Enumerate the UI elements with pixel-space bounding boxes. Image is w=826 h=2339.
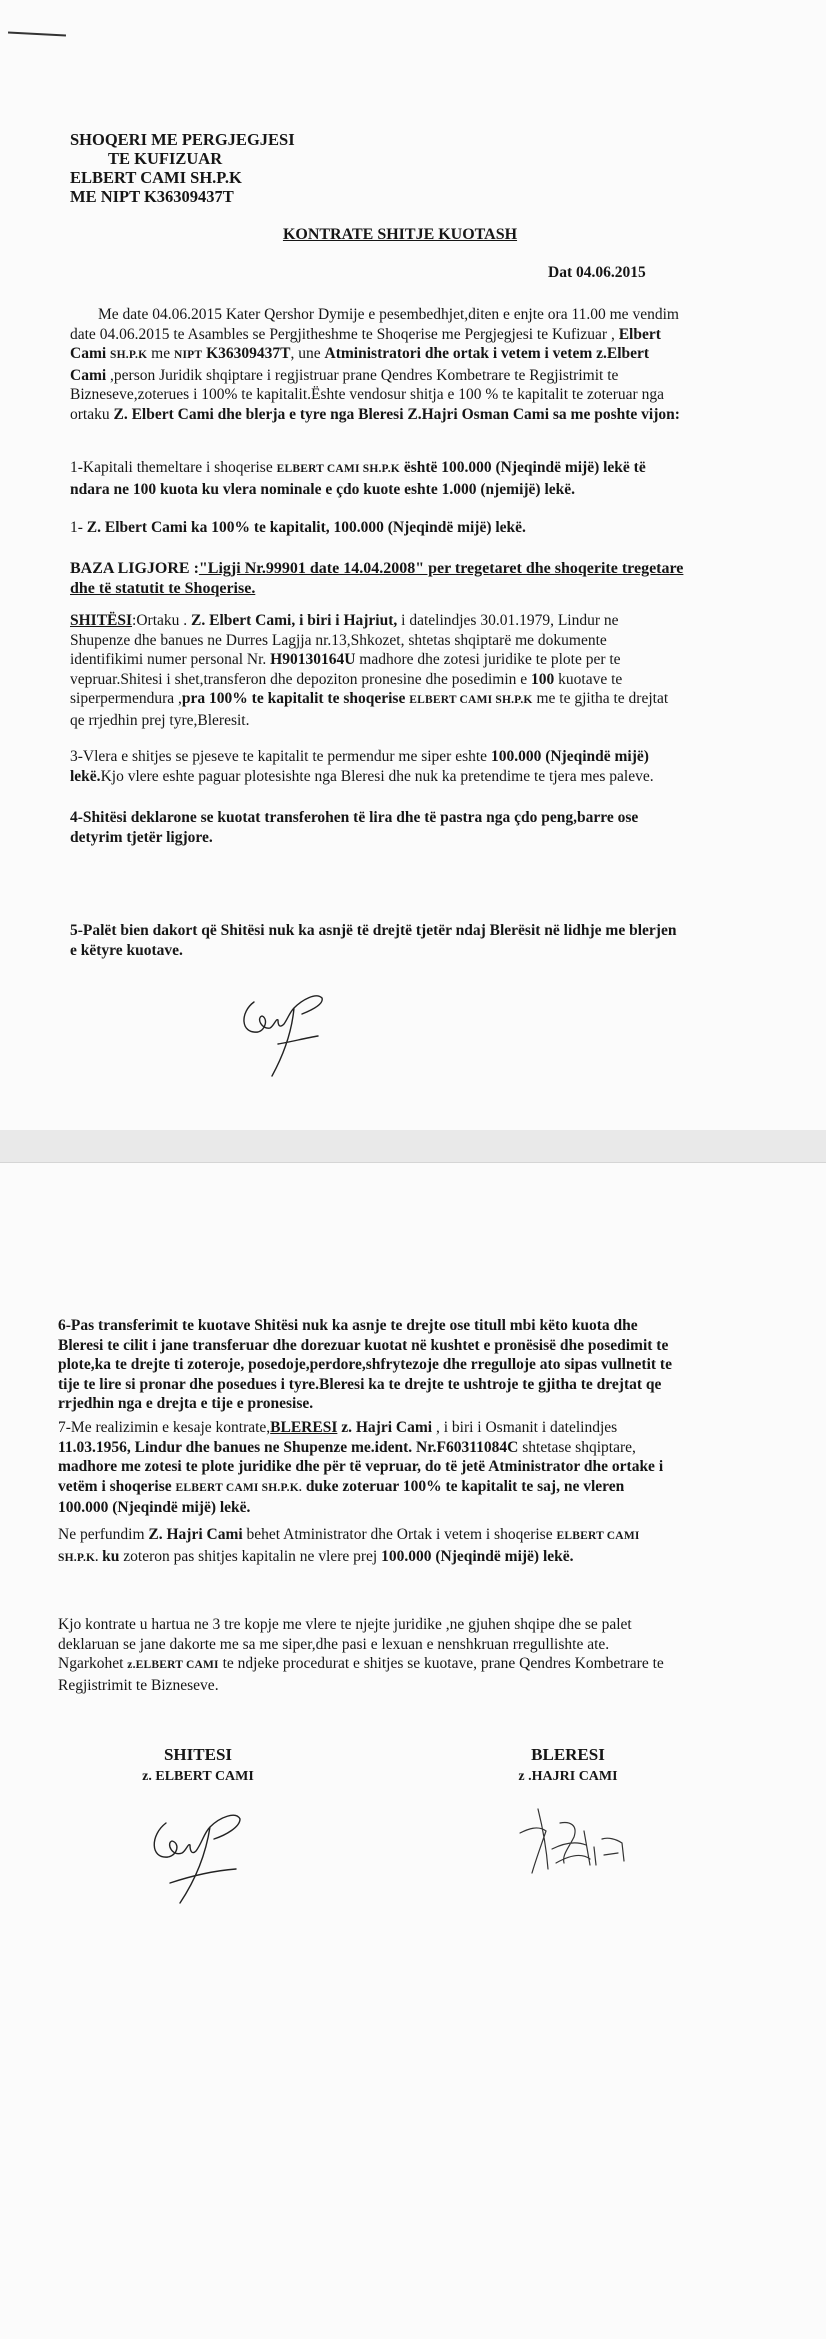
document-page-2 <box>0 1162 826 2339</box>
intro-parties: Z. Elbert Cami dhe blerja e tyre nga Bleresi Z.Hajri Osman Cami sa me poshte vijon: <box>113 405 680 423</box>
p7-text-1: 7-Me realizimin e kesaje kontrate, <box>58 1419 271 1436</box>
p1-bold: është 100.000 (Njeqindë mijë) lekë të ndara ne 100 kuota ku vlera nominale e çdo kuote eshte 1.000 (njemijë) lekë. <box>70 459 646 498</box>
seller-signature-page-2 <box>140 1799 260 1909</box>
seller-id: H90130164U <box>270 651 356 668</box>
final-bold-1: ku <box>98 1547 120 1565</box>
corner-mark <box>8 31 66 36</box>
p7-bold-3: duke zoteruar 100% te kapitalit te saj, ne vleren 100.000 (Njeqindë mijë) lekë. <box>58 1477 625 1516</box>
seller-text-2: i datelindjes 30.01.1979, Lindur ne Shupenze dhe banues ne Durres Lagjja nr.13,Shkozet, shtetas shqiptarë me dokumente identifikimi numer personal Nr. <box>70 612 619 668</box>
final-paragraph <box>58 1525 678 1568</box>
p3-text-1: 3-Vlera e shitjes se pjeseve te kapitalit te permendur me siper eshte <box>70 748 491 765</box>
p1-text: 1-Kapitali themeltare i shoqerise <box>70 459 277 476</box>
intro-text-1: Me date 04.06.2015 Kater Qershor Dymije e pesembedhjet,diten e enjte ora 11.00 me vendim date 04.06.2015 te Asambles se Pergjitheshme te Shoqerise me Pergjegjesi te Kufizuar , <box>70 306 679 343</box>
paragraph-1 <box>70 458 682 499</box>
closing-name-sc: z.ELBERT CAMI <box>127 1659 219 1671</box>
intro-text-3: ,person Juridik shqiptare i regjistruar prane Qendres Kombetrare te Regjistrimit te Bizneseve,zoterues i 100% te kapitalit.Ështe vendosur shitja e 100 % te kapitalit te zoteruar nga ortaku <box>70 366 664 423</box>
document-page-1 <box>0 0 826 1130</box>
legal-basis-label: BAZA LIGJORE : <box>70 560 199 577</box>
p7-bold-1: 11.03.1956, Lindur dhe banues ne Shupenze me.ident. Nr.F60311084C <box>58 1438 519 1456</box>
intro-text-2: , une <box>290 345 325 362</box>
seller-paragraph <box>70 611 682 730</box>
p7-text-3: shtetase shqiptare, <box>518 1438 636 1456</box>
final-text-1: Ne perfundim <box>58 1526 149 1543</box>
buyer-signature-block <box>488 1745 648 1785</box>
seller-text-5: me te gjitha te drejtat qe rrjedhin prej tyre,Bleresit. <box>70 690 669 729</box>
intro-me: me <box>147 345 174 362</box>
buyer-role: BLERESI <box>531 1745 605 1764</box>
seller-name-caption: z. ELBERT CAMI <box>142 1769 254 1784</box>
final-text-2: behet Atministrator dhe Ortak i vetem i shoqerise <box>242 1526 557 1543</box>
paragraph-1b <box>70 518 682 538</box>
intro-nipt-sc: NIPT <box>173 349 203 361</box>
seller-capital: pra 100% te kapitalit te shoqerise <box>181 690 406 707</box>
paragraph-7 <box>58 1418 678 1518</box>
final-company-sc: ELBERT CAMI SH.P.K. <box>58 1530 640 1564</box>
p3-text-2: Kjo vlere eshte paguar plotesishte nga Bleresi dhe nuk ka pretendime te tjera mes paleve. <box>100 767 654 785</box>
buyer-name-caption: z .HAJRI CAMI <box>518 1769 618 1784</box>
p7-company-sc: ELBERT CAMI SH.P.K. <box>175 1481 302 1494</box>
seller-text-1: :Ortaku . <box>132 612 192 629</box>
seller-text-4: kuotave te siperpermendura , <box>70 670 623 707</box>
paragraph-3 <box>70 747 690 786</box>
header-line-1: SHOQERI ME PERGJEGJESI <box>70 130 295 149</box>
company-header <box>70 130 295 206</box>
closing-text-2: Ngarkohet <box>58 1655 128 1672</box>
intro-admin: Atministratori dhe ortak i vetem i vetem z.Elbert Cami <box>70 345 650 384</box>
seller-company-sc: ELBERT CAMI SH.P.K <box>409 694 533 706</box>
p7-bold-2: madhore me zotesi te plote juridike dhe për të vepruar, do të jetë Atministrator dhe ortake i vetëm i shoqerise <box>58 1458 664 1495</box>
paragraph-4: 4-Shitësi deklarone se kuotat transferohen të lira dhe të pastra nga çdo peng,barre ose detyrim tjetër ligjore. <box>70 809 639 846</box>
paragraph-6: 6-Pas transferimit te kuotave Shitësi nuk ka asnje te drejte ose titull mbi këto kuota dhe Bleresi te cilit i jane transferuar dhe dorezuar kuotat në kushtet e pronësisë dhe posedimit te plote,ka te drejte ti zoteroje, posedoje,perdore,shfrytezoje dhe rregulloje ato sipas vullnetit te tije te lire si pronar dhe posedues i tyre.Bleresi ka te drejte te ushtroje te gjitha te drejtat qe rrjedhin nga e drejta e tije e pronesise. <box>58 1317 672 1412</box>
closing-text-3: te ndjeke procedurat e shitjes se kuotave, prane Qendres Kombetrare te Regjistrimit te Bizneseve. <box>58 1655 664 1694</box>
header-line-4: ME NIPT K36309437T <box>70 187 234 206</box>
intro-nipt: K36309437T <box>202 345 291 362</box>
seller-name: Z. Elbert Cami, i biri i Hajriut, <box>191 612 398 629</box>
final-bold-2: 100.000 (Njeqindë mijë) lekë. <box>381 1547 574 1565</box>
contract-title: KONTRATE SHITJE KUOTASH <box>282 226 518 243</box>
legal-basis <box>70 559 690 598</box>
seller-signature-page-1 <box>232 972 342 1082</box>
p7-text-2: , i biri i Osmanit i datelindjes <box>432 1419 618 1436</box>
contract-date: Dat 04.06.2015 <box>548 264 646 281</box>
header-line-2: TE KUFIZUAR <box>108 149 223 168</box>
closing-paragraph <box>58 1615 678 1695</box>
buyer-signature <box>512 1803 642 1883</box>
p1b-text: 1- <box>70 519 87 536</box>
final-name: Z. Hajri Cami <box>148 1526 243 1543</box>
p3-bold: 100.000 (Njeqindë mijë) lekë. <box>70 748 649 785</box>
final-text-3: zoteron pas shitjes kapitalin ne vlere prej <box>119 1547 382 1565</box>
closing-text-1: Kjo kontrate u hartua ne 3 tre kopje me vlere te njejte juridike ,ne gjuhen shqipe dhe se palet deklaruan se jane dakorte me sa me siper,dhe pasi e lexuan e nenshkruan rregullishte ate. <box>58 1616 632 1653</box>
seller-signature-block <box>118 1745 278 1785</box>
p1-company-sc: ELBERT CAMI SH.P.K <box>276 463 400 475</box>
p7-buyer-label: BLERESI <box>270 1419 338 1436</box>
seller-text-3: madhore dhe zotesi juridike te plote per te vepruar.Shitesi i shet,transferon dhe depoziton pronesine dhe posedimin e <box>70 651 621 688</box>
seller-quota-count: 100 <box>531 670 555 688</box>
intro-paragraph <box>70 305 682 424</box>
header-line-3: ELBERT CAMI SH.P.K <box>70 168 242 187</box>
p1b-bold: Z. Elbert Cami ka 100% te kapitalit, 100.000 (Njeqindë mijë) lekë. <box>86 519 526 536</box>
intro-company: Elbert Cami <box>70 325 661 362</box>
legal-basis-law: "Ligji Nr.99901 date 14.04.2008" per tregetaret dhe shoqerite tregetare dhe të statutit te Shoqerise. <box>70 560 684 597</box>
p7-buyer-name: z. Hajri Cami <box>337 1419 433 1436</box>
intro-company-sc: SH.P.K <box>110 349 148 361</box>
seller-label: SHITËSI <box>70 612 133 629</box>
paragraph-5: 5-Palët bien dakort që Shitësi nuk ka asnjë të drejtë tjetër ndaj Blerësit në lidhje me blerjen e këtyre kuotave. <box>70 922 677 959</box>
seller-role: SHITESI <box>163 1745 233 1764</box>
